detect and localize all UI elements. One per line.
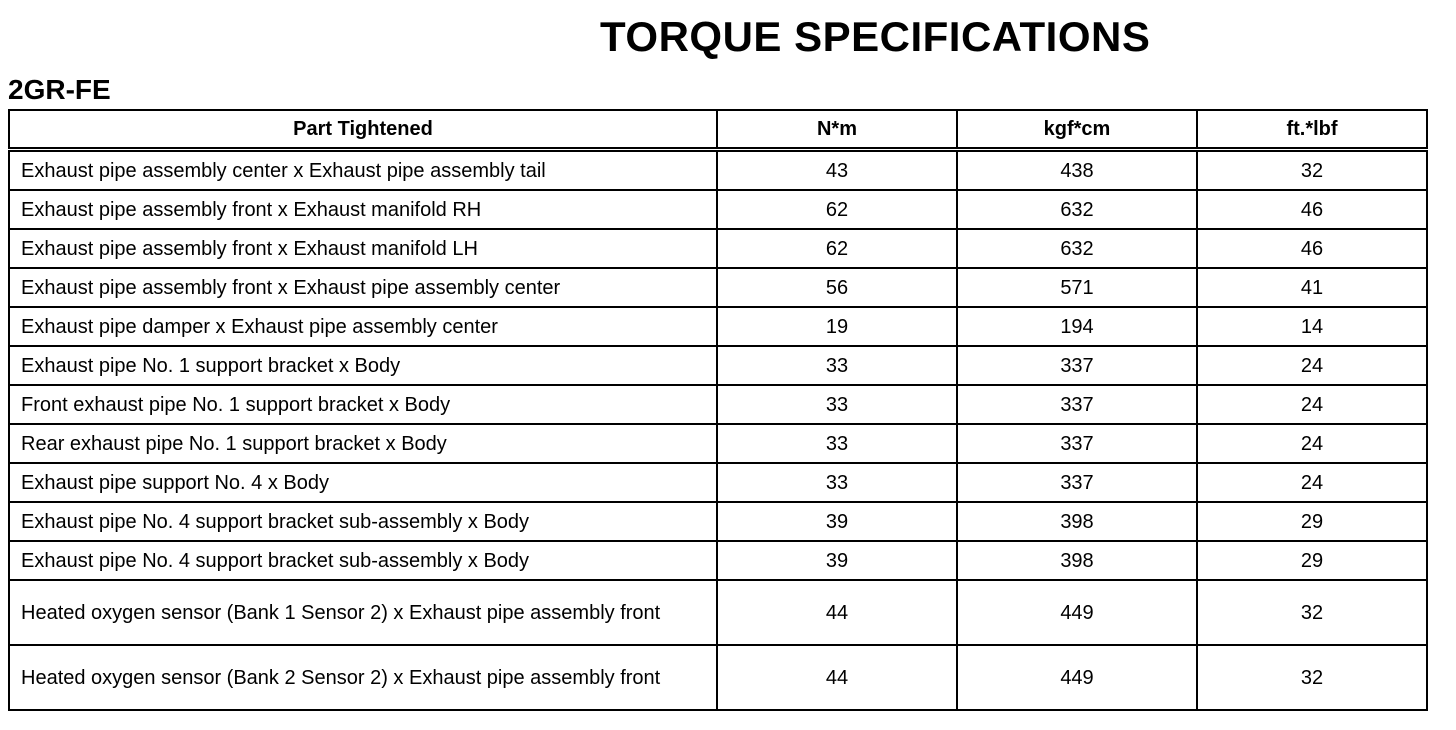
- header-part-tightened: Part Tightened: [9, 110, 717, 150]
- cell-nm: 62: [717, 229, 957, 268]
- cell-kgfcm: 337: [957, 424, 1197, 463]
- table-row: [9, 307, 1427, 346]
- table-row: [9, 385, 1427, 424]
- header-nm: N*m: [717, 110, 957, 150]
- cell-kgfcm: 337: [957, 346, 1197, 385]
- engine-code-heading: 2GR-FE: [8, 74, 111, 105]
- cell-ftlbf: 32: [1197, 645, 1427, 710]
- cell-part: Exhaust pipe assembly front x Exhaust pipe assembly center: [9, 268, 717, 307]
- cell-kgfcm: 398: [957, 541, 1197, 580]
- table-row: [9, 580, 1427, 645]
- cell-kgfcm: 449: [957, 645, 1197, 710]
- cell-nm: 19: [717, 307, 957, 346]
- cell-ftlbf: 41: [1197, 268, 1427, 307]
- cell-part: Front exhaust pipe No. 1 support bracket x Body: [9, 385, 717, 424]
- cell-nm: 43: [717, 150, 957, 191]
- cell-nm: 33: [717, 346, 957, 385]
- header-kgfcm: kgf*cm: [957, 110, 1197, 150]
- cell-part: Exhaust pipe No. 1 support bracket x Body: [9, 346, 717, 385]
- cell-ftlbf: 32: [1197, 580, 1427, 645]
- cell-part: Exhaust pipe assembly front x Exhaust manifold LH: [9, 229, 717, 268]
- table-row: [9, 346, 1427, 385]
- cell-ftlbf: 24: [1197, 346, 1427, 385]
- table-row: [9, 645, 1427, 710]
- table-row: [9, 541, 1427, 580]
- cell-nm: 33: [717, 463, 957, 502]
- cell-ftlbf: 46: [1197, 190, 1427, 229]
- table-row: [9, 424, 1427, 463]
- cell-kgfcm: 632: [957, 229, 1197, 268]
- table-row: [9, 190, 1427, 229]
- cell-nm: 39: [717, 502, 957, 541]
- cell-ftlbf: 32: [1197, 150, 1427, 191]
- cell-kgfcm: 337: [957, 385, 1197, 424]
- table-row: [9, 463, 1427, 502]
- cell-nm: 62: [717, 190, 957, 229]
- cell-nm: 33: [717, 385, 957, 424]
- cell-kgfcm: 632: [957, 190, 1197, 229]
- cell-kgfcm: 398: [957, 502, 1197, 541]
- cell-ftlbf: 14: [1197, 307, 1427, 346]
- table-row: [9, 502, 1427, 541]
- cell-part: Exhaust pipe support No. 4 x Body: [9, 463, 717, 502]
- cell-ftlbf: 29: [1197, 502, 1427, 541]
- cell-kgfcm: 571: [957, 268, 1197, 307]
- cell-part: Exhaust pipe damper x Exhaust pipe assembly center: [9, 307, 717, 346]
- cell-ftlbf: 24: [1197, 385, 1427, 424]
- cell-nm: 56: [717, 268, 957, 307]
- cell-part: Rear exhaust pipe No. 1 support bracket x Body: [9, 424, 717, 463]
- header-ftlbf: ft.*lbf: [1197, 110, 1427, 150]
- cell-kgfcm: 438: [957, 150, 1197, 191]
- cell-part: Exhaust pipe No. 4 support bracket sub-assembly x Body: [9, 541, 717, 580]
- table-row: [9, 150, 1427, 191]
- cell-ftlbf: 24: [1197, 463, 1427, 502]
- cell-kgfcm: 194: [957, 307, 1197, 346]
- cell-part: Exhaust pipe assembly front x Exhaust manifold RH: [9, 190, 717, 229]
- cell-kgfcm: 449: [957, 580, 1197, 645]
- cell-nm: 44: [717, 580, 957, 645]
- cell-part: Exhaust pipe assembly center x Exhaust pipe assembly tail: [9, 150, 717, 191]
- cell-nm: 39: [717, 541, 957, 580]
- page-title: TORQUE SPECIFICATIONS: [600, 13, 1151, 60]
- cell-part: Exhaust pipe No. 4 support bracket sub-assembly x Body: [9, 502, 717, 541]
- table-row: [9, 229, 1427, 268]
- cell-nm: 33: [717, 424, 957, 463]
- cell-kgfcm: 337: [957, 463, 1197, 502]
- cell-part: Heated oxygen sensor (Bank 2 Sensor 2) x Exhaust pipe assembly front: [9, 645, 717, 710]
- cell-ftlbf: 46: [1197, 229, 1427, 268]
- cell-ftlbf: 24: [1197, 424, 1427, 463]
- torque-spec-table: [8, 109, 1428, 711]
- cell-part: Heated oxygen sensor (Bank 1 Sensor 2) x Exhaust pipe assembly front: [9, 580, 717, 645]
- table-header-row: [9, 110, 1427, 150]
- table-row: [9, 268, 1427, 307]
- cell-nm: 44: [717, 645, 957, 710]
- cell-ftlbf: 29: [1197, 541, 1427, 580]
